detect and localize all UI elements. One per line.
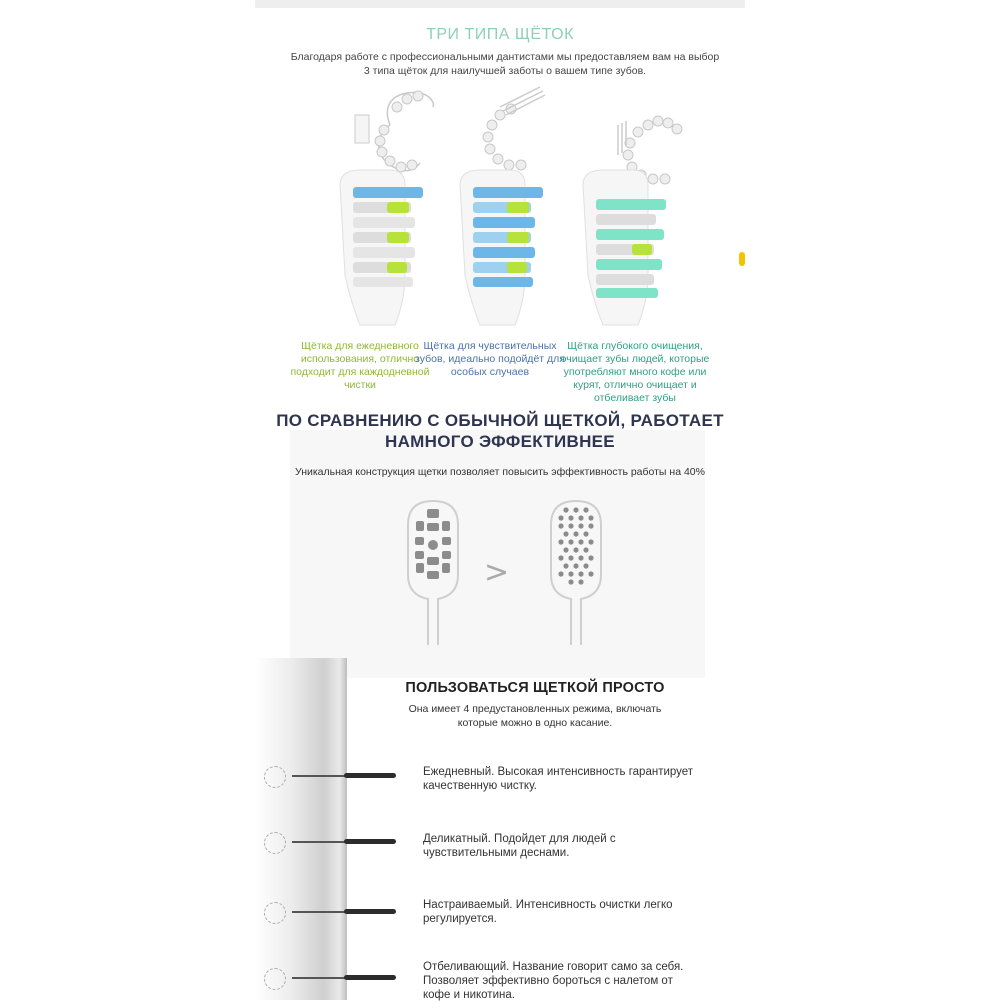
mode-daily xyxy=(260,763,700,813)
top-bar xyxy=(255,0,745,8)
connector-tip xyxy=(344,909,396,914)
mode-whitening-icon xyxy=(264,968,286,990)
mode-delicate xyxy=(260,832,700,882)
ordinary-brush-head-illustration xyxy=(400,495,466,645)
connector-tip xyxy=(344,773,396,778)
scroll-indicator[interactable] xyxy=(739,252,745,266)
section-title-brush-types: ТРИ ТИПА ЩЁТОК xyxy=(426,26,574,43)
mode-custom-icon xyxy=(264,902,286,924)
mode-custom-text: Настраиваемый. Интенсивность очистки легко регулируется. xyxy=(423,899,673,925)
brush-caption-deep-clean: Щётка глубокого очищения, очищает зубы людей, которые употребляют много кофе или курят, отлично очищает и отбеливает зубы xyxy=(560,340,710,404)
brush-caption-daily: Щётка для ежедневного использования, отлично подходит для каждодневной чистки xyxy=(290,340,430,391)
brush-head-daily-illustration xyxy=(335,85,445,330)
mode-whitening xyxy=(260,958,700,1008)
comparison-title-line2: НАМНОГО ЭФФЕКТИВНЕЕ xyxy=(385,432,615,451)
connector-line xyxy=(292,841,352,843)
connector-line xyxy=(292,977,352,979)
section-title-comparison xyxy=(255,410,745,452)
mode-daily-text: Ежедневный. Высокая интенсивность гарантирует качественную чистку. xyxy=(423,766,694,792)
connector-line xyxy=(292,911,352,913)
brush-types-intro: Благодаря работе с профессиональными дантистами мы предоставляем вам на выбор 3 типа щёток для наилучшей заботы о вашем типе зубов. xyxy=(290,51,720,77)
mode-custom xyxy=(260,900,700,950)
mode-daily-icon xyxy=(264,766,286,788)
mode-delicate-text: Деликатный. Подойдет для людей с чувствительными деснами. xyxy=(423,833,616,859)
mode-whitening-text: Отбеливающий. Название говорит само за себя. Позволяет эффективно бороться с налетом от кофе и никотина. xyxy=(423,961,684,1001)
connector-tip xyxy=(344,975,396,980)
easy-use-subtitle: Она имеет 4 предустановленных режима, включать которые можно в одно касание. xyxy=(408,703,662,729)
section-title-easy-use: ПОЛЬЗОВАТЬСЯ ЩЕТКОЙ ПРОСТО xyxy=(405,680,665,696)
new-brush-head-illustration xyxy=(543,495,609,645)
compare-arrow: > xyxy=(484,555,510,590)
mode-delicate-icon xyxy=(264,832,286,854)
comparison-subtitle: Уникальная конструкция щетки позволяет повысить эффективность работы на 40% xyxy=(295,466,705,478)
connector-line xyxy=(292,775,352,777)
comparison-title-line1: ПО СРАВНЕНИЮ С ОБЫЧНОЙ ЩЕТКОЙ, РАБОТАЕТ xyxy=(276,411,724,430)
brush-caption-sensitive: Щётка для чувствительных зубов, идеально подойдёт для особых случаев xyxy=(415,340,565,378)
brush-head-sensitive-illustration xyxy=(455,85,565,330)
brush-head-deep-clean-illustration xyxy=(578,85,688,330)
connector-tip xyxy=(344,839,396,844)
